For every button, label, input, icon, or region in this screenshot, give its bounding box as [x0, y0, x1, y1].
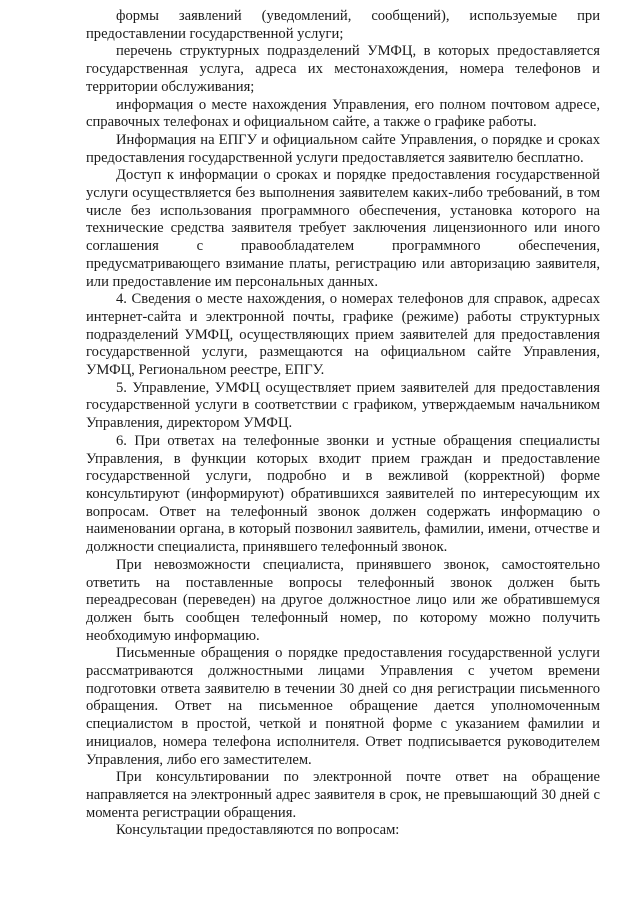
paragraph-access: Доступ к информации о сроках и порядке предоставления государственной услуги осуществляется без выполнения заявителем каких-либо требований, в том числе без использования программного обеспечения, установка которого на технические средства заявителя требует заключения лицензионного или иного соглашения с правообладателем программного обеспечения, предусматривающего взимание платы, регистрацию или авторизацию заявителя, или предоставление им персональных данных. — [86, 167, 600, 290]
paragraph-consultation-topics: Консультации предоставляются по вопросам: — [116, 822, 400, 839]
paragraph-forms: формы заявлений (уведомлений, сообщений), используемые при предоставлении государственной услуги; — [86, 8, 600, 42]
paragraph-item-4: 4. Сведения о месте нахождения, о номерах телефонов для справок, адресах интернет-сайта и электронной почты, графике (режиме) работы структурных подразделений УМФЦ, осуществляющих прием заявителей для предоставления государственной услуги, размещаются на официальном сайте Управления, УМФЦ, Региональном реестре, ЕПГУ. — [86, 291, 600, 379]
paragraph-redirect-call: При невозможности специалиста, принявшего звонок, самостоятельно ответить на поставленные вопросы телефонный звонок должен быть переадресован (переведен) на другое должностное лицо или же обратившемуся должен быть сообщен телефонный номер, по которому можно получить необходимую информацию. — [86, 556, 600, 644]
paragraph-item-6: 6. При ответах на телефонные звонки и устные обращения специалисты Управления, в функции которых входит прием граждан и предоставление государственной услуги, подробно и в вежливой (корректной) форме консультируют (информируют) обратившихся заявителей по интересующим их вопросам. Ответ на телефонный звонок должен содержать информацию о наименовании органа, в который позвонил заявитель, фамилии, имени, отчестве и должности специалиста, принявшего телефонный звонок. — [86, 432, 600, 556]
paragraph-item-5: 5. Управление, УМФЦ осуществляет прием заявителей для предоставления государственной услуги в соответствии с графиком, утверждаемым начальником Управления, директором УМФЦ. — [86, 379, 600, 432]
document-body — [86, 8, 600, 840]
paragraph-free-information: Информация на ЕПГУ и официальном сайте Управления, о порядке и сроках предоставления государственной услуги предоставляется заявителю бесплатно. — [86, 131, 600, 166]
paragraph-umfc-list: перечень структурных подразделений УМФЦ, в которых предоставляется государственная услуга, адреса их местонахождения, номера телефонов и территории обслуживания; — [86, 43, 600, 95]
paragraph-written-requests: Письменные обращения о порядке предоставления государственной услуги рассматриваются должностными лицами Управления с учетом времени подготовки ответа заявителю в течении 30 дней со дня регистрации письменного обращения. Ответ на письменное обращение дается уполномоченным специалистом в простой, четкой и понятной форме с указанием фамилии и инициалов, номера телефона исполнителя. Ответ подписывается руководителем Управления, либо его заместителем. — [86, 645, 600, 768]
paragraph-email-consulting: При консультировании по электронной почте ответ на обращение направляется на электронный адрес заявителя в срок, не превышающий 30 дней с момента регистрации обращения. — [86, 769, 600, 821]
paragraph-office-location: информация о месте нахождения Управления, его полном почтовом адресе, справочных телефонах и официальном сайте, а также о графике работы. — [86, 96, 600, 131]
